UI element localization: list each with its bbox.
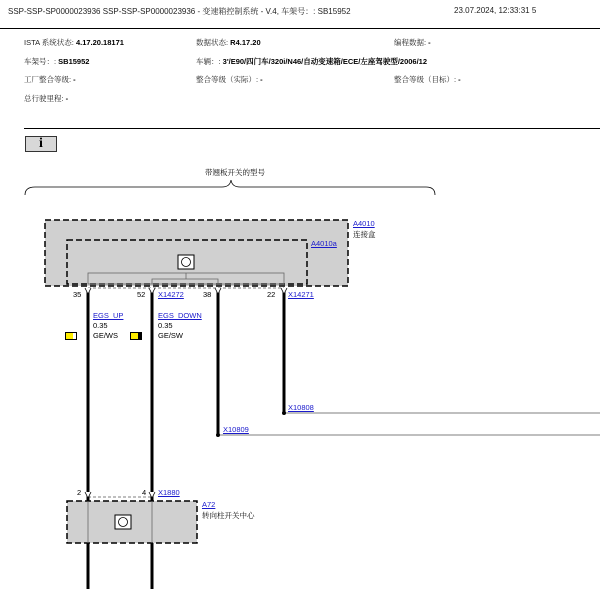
pin-arrow-35	[85, 288, 91, 294]
integration-level-actual: 整合等级（实际）: -	[196, 75, 263, 84]
variant-label: 带翘板开关的型号	[205, 168, 265, 177]
variant-brace	[25, 180, 435, 195]
egs-up-color-swatch	[65, 332, 77, 340]
egs-down-link[interactable]: EGS_DOWN	[158, 311, 202, 320]
egs-up-color: GE/WS	[93, 331, 119, 340]
info-button[interactable]: i	[25, 136, 57, 152]
ista-status: ISTA 系统状态: 4.17.20.18171	[24, 38, 124, 47]
pin-arrow-52	[149, 288, 155, 294]
a72-box	[67, 501, 197, 543]
a72-name: 转向柱开关中心	[202, 511, 255, 520]
integration-level-target: 整合等级（目标）: -	[394, 75, 461, 84]
a4010-link[interactable]: A4010	[353, 219, 375, 228]
vin-info: 车架号：: SB15952	[24, 57, 90, 66]
a72-module-icon	[115, 515, 131, 529]
a4010-name: 连接盒	[353, 230, 376, 239]
node-x10808	[282, 411, 286, 415]
programming-data: 编程数据: -	[394, 38, 431, 47]
x14272-link[interactable]: X14272	[158, 290, 184, 299]
a4010a-link[interactable]: A4010a	[311, 239, 337, 248]
pin-arrow-22	[281, 288, 287, 294]
pin-35: 35	[73, 290, 82, 299]
data-status: 数据状态: R4.17.20	[196, 38, 261, 47]
pin-2: 2	[77, 488, 82, 497]
x1880-link[interactable]: X1880	[158, 488, 180, 497]
total-mileage: 总行驶里程: -	[24, 94, 69, 103]
vehicle-info: 车辆：: 3'/E90/四门车/320i/N46/自动变速箱/ECE/左座驾驶型/2006/12	[196, 57, 428, 66]
a72-link[interactable]: A72	[202, 500, 216, 509]
egs-up-link[interactable]: EGS_UP	[93, 311, 124, 320]
egs-up-size: 0.35	[93, 321, 108, 330]
node-x10809	[216, 433, 220, 437]
pin-38: 38	[203, 290, 212, 299]
x10809-link[interactable]: X10809	[223, 425, 249, 434]
egs-down-color-swatch	[130, 332, 142, 340]
pin-arrow-38	[215, 288, 221, 294]
page-header-timestamp: 23.07.2024, 12:33:31 5	[454, 6, 537, 15]
x14271-link[interactable]: X14271	[288, 290, 314, 299]
egs-down-size: 0.35	[158, 321, 173, 330]
pin-52: 52	[137, 290, 146, 299]
pin-22: 22	[267, 290, 276, 299]
pin-4: 4	[142, 488, 147, 497]
page-header-title: SSP-SSP-SP0000023936 SSP-SSP-SP0000023936 - 变速箱控制系统 - V.4, 车架号：: SB15952	[8, 7, 351, 16]
x10808-link[interactable]: X10808	[288, 403, 314, 412]
factory-integration-level: 工厂整合等级: -	[24, 75, 76, 84]
egs-down-color: GE/SW	[158, 331, 184, 340]
